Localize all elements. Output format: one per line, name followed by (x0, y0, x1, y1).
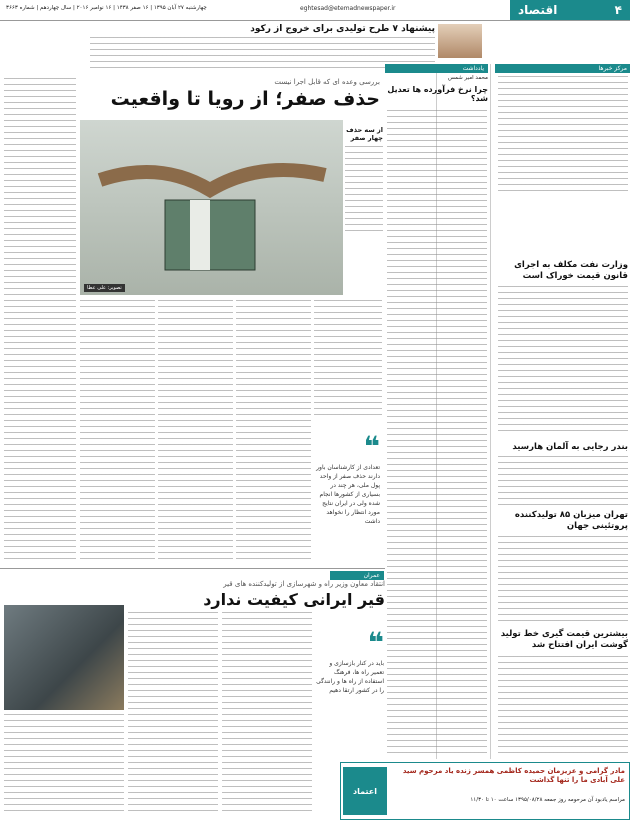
opinion-header (385, 64, 488, 103)
main-side-caption (345, 126, 383, 236)
section-divider (0, 568, 385, 569)
footer-box-title: مادر گرامی و عزیزمان حمیده کاظمی همسر زنده یاد مرحوم سید علی آبادی ما را تنها گذاشت (402, 767, 625, 784)
opinion-author: محمد امیر شمس (447, 75, 488, 81)
main-story-col4 (236, 300, 311, 560)
top-story (90, 24, 435, 34)
columnist-photo (438, 24, 482, 58)
second-story-headline: قیر ایرانی کیفیت ندارد (203, 590, 385, 609)
main-side-caption-body (345, 146, 383, 236)
pullquote-2 (316, 626, 384, 695)
page-number: ۴ (614, 3, 622, 17)
sidebar-box-title: مرکز خبرها (495, 64, 630, 73)
section-banner (510, 0, 630, 20)
pullquote-1 (316, 430, 380, 526)
main-side-caption-title: از سه حذف چهار صفر (346, 126, 383, 142)
quote-icon: ❝ (363, 430, 380, 463)
top-story-headline: پیشنهاد ۷ طرح تولیدی برای خروج از رکود (250, 24, 435, 34)
sidebar-news1-title: وزارت نفت مکلف به اجرای قانون قیمت خوراک است (514, 260, 628, 281)
pullquote-1-text: تعدادی از کارشناسان باور دارند حذف صفر از واحد پول ملی، هر چند در بسیاری از کشورها انجام شده ولی در ایران نتایج مورد انتظار را نخواهد داشت (316, 464, 380, 525)
issue-info: چهارشنبه ۲۷ آبان ۱۳۹۵ | ۱۶ صفر ۱۴۳۸ | ۱۶ نوامبر ۲۰۱۶ | سال چهاردهم | شماره ۳۶۶۳ (6, 5, 207, 11)
second-story-col3 (222, 612, 312, 816)
email-address: eghtesad@etemadnewspaper.ir (300, 5, 396, 12)
sidebar-news3-body (498, 536, 628, 624)
handshake-illustration (80, 120, 343, 295)
footer-box-brand: اعتماد (343, 767, 387, 815)
right-sidebar (490, 64, 630, 759)
road-worker-photo (4, 605, 124, 710)
opinion-body (387, 110, 487, 755)
main-story-col5 (314, 300, 382, 420)
sidebar-news3-title: تهران میزبان ۸۵ تولیدکننده پروتئینی جهان (514, 510, 628, 531)
main-story-kicker: بررسی وعده ای که قابل اجرا نیست (274, 78, 380, 86)
sidebar-news4-title: بیشترین قیمت گیری خط تولید گوشت ایران افتتاح شد (500, 629, 628, 650)
main-story-col-left (4, 78, 76, 560)
main-story-head (80, 78, 380, 110)
sidebar-news4-body (498, 656, 628, 756)
image-credit: تصویر: علی عطا (84, 284, 125, 292)
footer-box (340, 762, 630, 820)
second-story-head (90, 580, 385, 609)
second-story-kicker: انتقاد معاون وزیر راه و شهرسازی از تولیدکننده های قیر (223, 580, 385, 588)
section-title: اقتصاد (518, 3, 558, 17)
top-story-body (90, 37, 435, 73)
main-story-headline: حذف صفر؛ از رویا تا واقعیت (110, 88, 380, 110)
page-header (0, 0, 630, 21)
quote-icon: ❝ (367, 626, 384, 659)
second-story-col2 (128, 612, 218, 816)
sidebar-news2-body (498, 456, 628, 506)
sidebar-briefs (498, 76, 628, 192)
main-story-col3 (158, 300, 233, 560)
footer-box-subtitle: مراسم یادبود آن مرحومه روز جمعه ۱۳۹۵/۰۸/۲۸ ساعت ۱۰ تا ۱۱/۳۰ (470, 797, 625, 803)
sidebar-news1-body (498, 286, 628, 436)
main-story-col2 (80, 300, 155, 560)
handshake-illustration-svg (80, 120, 343, 295)
pullquote-2-text: باید در کنار بازسازی و تعمیر راه ها، فرهنگ استفاده از راه ها و رانندگی را در کشور ارتقا دهیم (316, 660, 384, 694)
second-story-col1 (4, 714, 124, 816)
opinion-headline: چرا نرخ فرآورده ها تعدیل شد؟ (387, 85, 488, 103)
opinion-label: یادداشت (385, 64, 488, 73)
second-story-label: عمران (330, 571, 384, 580)
sidebar-news2-title: بندر رجایی به آلمان هارسید (512, 442, 628, 452)
